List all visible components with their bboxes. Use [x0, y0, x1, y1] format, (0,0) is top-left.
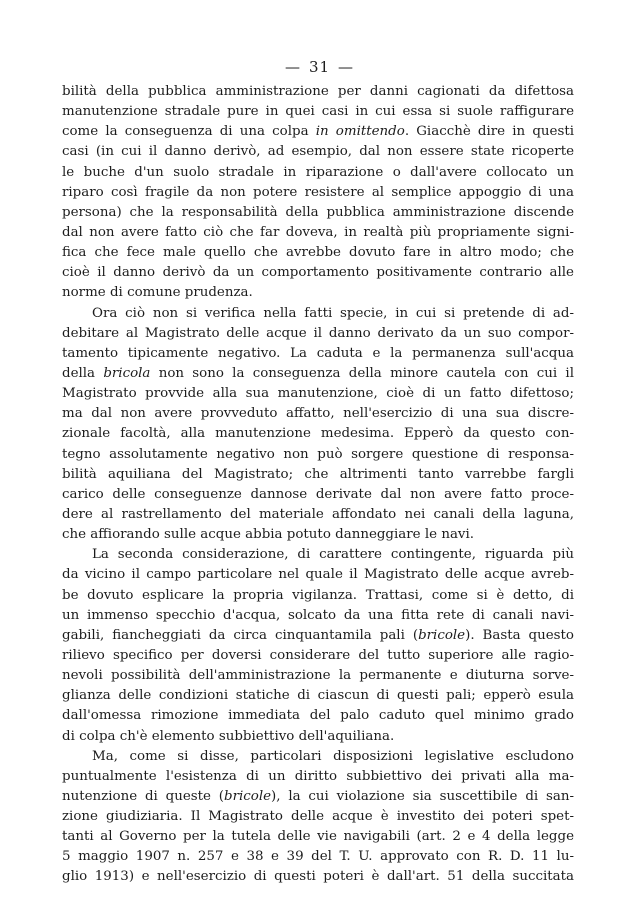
text-line: riparo così fragile da non potere resistere al semplice appoggio di una [62, 184, 574, 200]
text-line: dal non avere fatto ciò che far doveva, in realtà più propriamente signi- [62, 224, 574, 240]
text-line: bilità della pubblica amministrazione per danni cagionati da difettosa [62, 84, 574, 99]
text-line: be dovuto esplicare la propria vigilanza. Trattasi, come si è detto, di [62, 587, 574, 603]
italic-term: bricola [103, 365, 151, 381]
paragraph [62, 304, 574, 546]
text-line: carico delle conseguenze dannose derivate dal non avere fatto proce- [62, 486, 574, 502]
text-line: Ora ciò non si verifica nella fatti specie, in cui si pretende di ad- [92, 305, 574, 321]
text-line: come la conseguenza di una colpa in omittendo. Giacchè dire in questi [62, 124, 575, 140]
text-line: casi (in cui il danno derivò, ad esempio, dal non essere state ricoperte [62, 144, 574, 160]
text-line: Ma, come si disse, particolari disposizioni legislative escludono [92, 748, 574, 764]
text-line: La seconda considerazione, di carattere contingente, riguarda più [92, 547, 574, 563]
page-number-dash-left: — [284, 58, 301, 76]
text-line: le buche d'un suolo stradale in riparazione o dall'avere collocato un [62, 164, 574, 180]
text-line: cioè il danno derivò da un comportamento positivamente contrario alle [62, 265, 574, 281]
text-line: che affiorando sulle acque abbia potuto danneggiare le navi. [62, 527, 475, 543]
page-number-value: 31 [308, 58, 331, 76]
text-line: tegno assolutamente negativo non può sorgere questione di responsa- [62, 446, 574, 462]
text-line: nevoli possibilità dell'amministrazione la permanente e diuturna sorve- [62, 668, 574, 684]
text-line: zionale facoltà, alla manutenzione medesima. Epperò da questo con- [62, 426, 574, 442]
text-line: della bricola non sono la conseguenza della minore cautela con cui il [62, 365, 574, 381]
paragraph [62, 82, 574, 304]
body-text [62, 82, 574, 888]
text-line: 5 maggio 1907 n. 257 e 38 e 39 del T. U. approvato con R. D. 11 lu- [62, 849, 574, 865]
text-line: dall'omessa rimozione immediata del palo caduto quel minimo grado [62, 708, 574, 724]
text-line: persona) che la responsabilità della pubblica amministrazione discende [62, 204, 574, 220]
text-line: glio 1913) e nell'esercizio di questi poteri è dall'art. 51 della succitata [62, 869, 574, 885]
text-line: tamento tipicamente negativo. La caduta e la permanenza sull'acqua [62, 345, 574, 361]
text-line: glianza delle condizioni statiche di ciascun di questi pali; epperò esula [62, 688, 574, 704]
text-line: bilità aquiliana del Magistrato; che altrimenti tanto varrebbe fargli [62, 466, 574, 482]
text-line: fica che fece male quello che avrebbe dovuto fare in altro modo; che [62, 245, 574, 261]
text-line: Magistrato provvide alla sua manutenzione, cioè di un fatto difettoso; [62, 386, 574, 402]
text-line: rilievo specifico per doversi considerare del tutto superiore alle ragio- [62, 647, 574, 663]
text-line: tanti al Governo per la tutela delle vie navigabili (art. 2 e 4 della legge [62, 829, 574, 845]
text-line: gabili, fiancheggiati da circa cinquantamila pali (bricole). Basta questo [62, 627, 574, 643]
text-line: zione giudiziaria. Il Magistrato delle acque è investito dei poteri spet- [62, 809, 574, 825]
paragraph [62, 747, 574, 888]
italic-term: in omittendo [315, 124, 405, 140]
paragraph [62, 545, 574, 746]
italic-term: bricole [418, 627, 466, 643]
page-number-dash-right: — [338, 58, 355, 76]
text-line: nutenzione di queste (bricole), la cui violazione sia suscettibile di san- [62, 788, 575, 804]
text-line: puntualmente l'esistenza di un diritto subbiettivo dei privati alla ma- [62, 768, 574, 784]
italic-term: bricole [224, 788, 272, 804]
text-line: debitare al Magistrato delle acque il danno derivato da un suo compor- [62, 325, 574, 341]
text-line: di colpa ch'è elemento subbiettivo dell'aquiliana. [62, 728, 395, 744]
text-line: manutenzione stradale pure in quei casi in cui essa si suole raffigurare [62, 104, 574, 120]
text-line: da vicino il campo particolare nel quale il Magistrato delle acque avreb- [62, 567, 574, 583]
page-number [0, 58, 639, 76]
text-line: dere al rastrellamento del materiale affondato nei canali della laguna, [62, 506, 574, 522]
text-line: norme di comune prudenza. [62, 285, 253, 301]
text-line: ma dal non avere provveduto affatto, nell'esercizio di una sua discre- [62, 406, 574, 422]
text-line: un immenso specchio d'acqua, solcato da una fitta rete di canali navi- [62, 607, 574, 623]
